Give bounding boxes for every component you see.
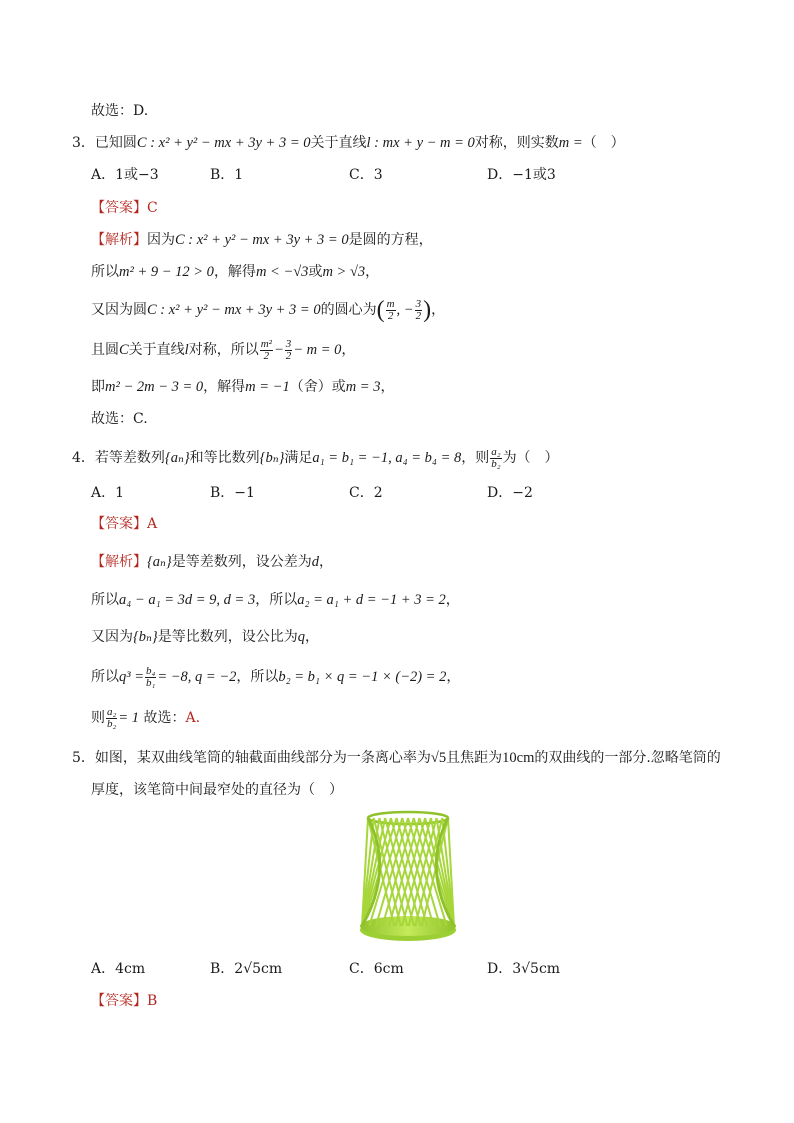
option-a: A．1 bbox=[91, 485, 125, 501]
question-3-stem: 3．已知圆C : x² + y² − mx + 3y + 3 = 0关于直线l : mx + y − m = 0对称，则实数m =（ ） bbox=[72, 135, 625, 151]
option-a: A．1或−3 bbox=[91, 167, 159, 183]
q4-analysis-line-2: 所以a₄ − a₁ = 3d = 9, d = 3，所以a₂ = a₁ + d = −1 + 3 = 2， bbox=[91, 592, 460, 608]
fraction: $\frac{\text{m²}}{2}$ bbox=[260, 337, 272, 362]
question-5-stem-line-2: 厚度，该笔筒中间最窄处的直径为（ ） bbox=[91, 782, 343, 798]
option-a: A．4cm bbox=[91, 961, 146, 977]
question-5-answer: 【答案】B bbox=[91, 993, 158, 1009]
option-d: D．−2 bbox=[487, 485, 533, 501]
option-c: C．2 bbox=[349, 485, 383, 501]
q3-analysis-line-5: 即m² − 2m − 3 = 0，解得m = −1（舍）或m = 3， bbox=[91, 379, 395, 395]
option-d: D．3√5cm bbox=[487, 961, 561, 977]
question-4-stem: 4．若等差数列{aₙ}和等比数列{bₙ}满足a₁ = b₁ = −1, a₄ = b₄ = 8，则 $\frac{\text{a₂}}{\text{b₂}}$ 为（ ） bbox=[72, 445, 559, 470]
fraction: $\frac{\text{a₂}}{\text{b₂}}$ bbox=[107, 705, 117, 730]
option-b: B．1 bbox=[210, 167, 244, 183]
hyperbolic-pen-holder-image bbox=[352, 810, 464, 948]
q3-conclusion: 故选：C. bbox=[91, 411, 148, 427]
q4-analysis-line-3: 又因为{bₙ}是等比数列，设公比为q， bbox=[91, 629, 319, 645]
option-b: B．−1 bbox=[210, 485, 255, 501]
option-d: D．−1或3 bbox=[487, 167, 556, 183]
fraction: $\frac{\text{b₄}}{\text{b₁}}$ bbox=[146, 664, 156, 689]
fraction: $\frac{3}{2}$ bbox=[285, 337, 292, 362]
question-4-answer: 【答案】A bbox=[91, 516, 158, 532]
question-5-options bbox=[0, 959, 794, 979]
q3-analysis-line-3: 又因为圆C : x² + y² − mx + 3y + 3 = 0的圆心为( $\frac{m}{2}$ , − $\frac{3}{2}$ )， bbox=[91, 297, 446, 323]
fraction: $\frac{m}{2}$ bbox=[386, 297, 395, 322]
q4-analysis-line-1: 【解析】{aₙ}是等差数列，设公差为d， bbox=[91, 554, 333, 570]
question-4-options bbox=[0, 483, 794, 503]
fraction: $\frac{3}{2}$ bbox=[415, 297, 422, 322]
question-5-stem: 5．如图，某双曲线笔筒的轴截面曲线部分为一条离心率为√5且焦距为10cm的双曲线的一部分.忽略笔筒的 bbox=[72, 750, 721, 766]
option-c: C．6cm bbox=[349, 961, 404, 977]
question-3-answer: 【答案】C bbox=[91, 200, 158, 216]
question-number: 4． bbox=[72, 450, 95, 466]
question-3-options bbox=[0, 165, 794, 185]
option-b: B．2√5cm bbox=[210, 961, 283, 977]
option-c: C．3 bbox=[349, 167, 383, 183]
q3-analysis-line-2: 所以m² + 9 − 12 > 0，解得m < −√3或m > √3， bbox=[91, 264, 380, 280]
q3-analysis-line-1: 【解析】因为C : x² + y² − mx + 3y + 3 = 0是圆的方程， bbox=[91, 232, 433, 248]
prev-conclusion: 故选：D. bbox=[91, 103, 149, 119]
pen-holder-figure bbox=[352, 810, 464, 948]
question-number: 5． bbox=[72, 750, 95, 766]
q4-analysis-line-5: 则 $\frac{\text{a₂}}{\text{b₂}}$ = 1 故选：A. bbox=[91, 705, 201, 730]
q4-analysis-line-4: 所以q³ = $\frac{\text{b₄}}{\text{b₁}}$ = −8, q = −2，所以b₂ = b₁ × q = −1 × (−2) = 2， bbox=[91, 664, 461, 689]
question-number: 3． bbox=[72, 135, 95, 151]
q3-analysis-line-4: 且圆C关于直线l对称，所以 $\frac{\text{m²}}{2}$ − $\frac{3}{2}$ − m = 0， bbox=[91, 337, 356, 362]
fraction: $\frac{\text{a₂}}{\text{b₂}}$ bbox=[491, 445, 501, 470]
